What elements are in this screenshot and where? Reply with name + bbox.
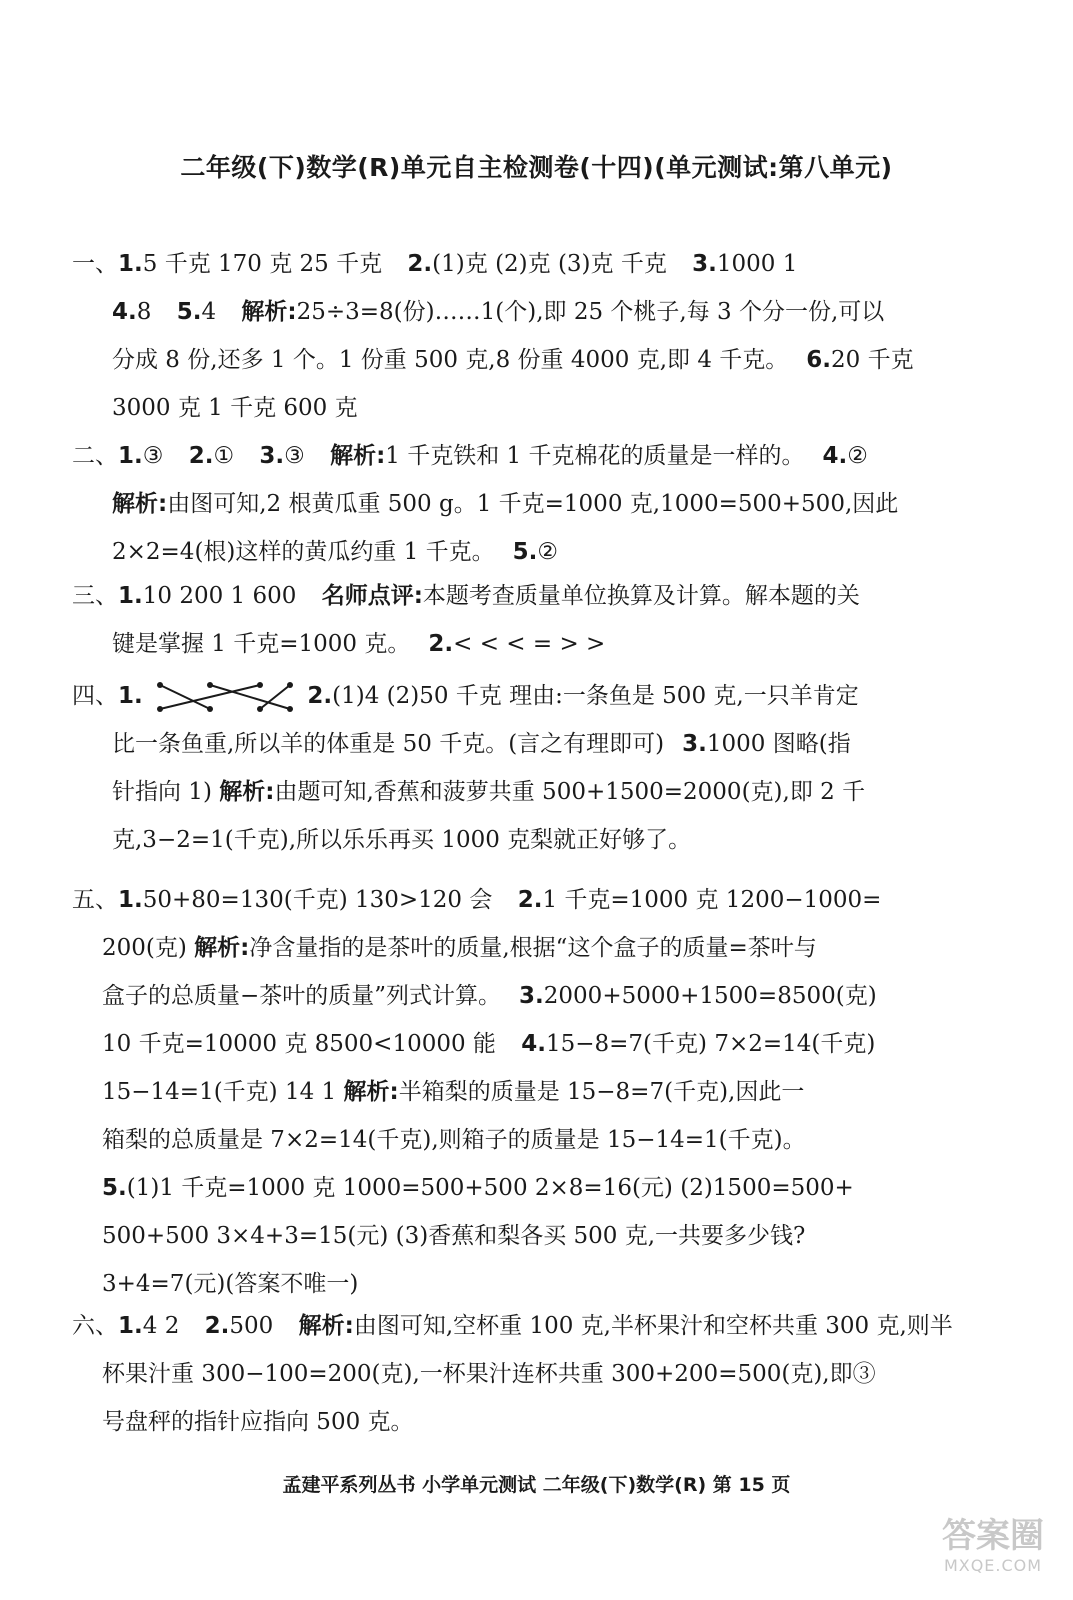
answer-line: 3000 克 1 千克 600 克 [112,395,358,421]
answer-line: 三、1.10 200 1 600 名师点评:本题考查质量单位换算及计算。解本题的关 [72,583,860,609]
analysis-label: 解析: [112,491,168,517]
page-footer: 孟建平系列丛书 小学单元测试 二年级(下)数学(R) 第 15 页 [282,1474,791,1496]
answer-line: 克,3−2=1(千克),所以乐乐再买 1000 克梨就正好够了。 [112,827,692,853]
section-6 [72,1302,953,1446]
answer-line: 五、1.50+80=130(千克) 130>120 会 2.1 千克=1000 克 1200−1000= [72,887,882,913]
watermark-logo [933,1516,1053,1586]
answer-line: 一、1.5 千克 170 克 25 千克 2.(1)克 (2)克 (3)克 千克 3.1000 1 [72,251,798,277]
answer-line: 六、1.4 2 2.500 解析:由图可知,空杯重 100 克,半杯果汁和空杯共重 300 克,则半 [72,1313,953,1339]
matching-lines-icon [150,677,300,717]
section-number: 六、 [72,1313,118,1339]
watermark-url: MXQE.COM [943,1556,1043,1575]
analysis-label: 解析: [343,1079,399,1105]
answer-line: 200(克) 解析:净含量指的是茶叶的质量,根据“这个盒子的质量=茶叶与 [102,935,817,961]
section-3 [72,572,947,668]
analysis-label: 解析: [194,935,250,961]
answer-line: 四、1. 2.(1)4 (2)50 千克 理由:一条鱼是 500 克,一只羊肯定 [72,672,947,720]
answer-line: 3+4=7(元)(答案不唯一) [102,1271,359,1297]
answer-line: 15−14=1(千克) 14 1 解析:半箱梨的质量是 15−8=7(千克),因此一 [102,1079,805,1105]
teacher-comment-label: 名师点评: [321,583,423,609]
answer-line: 4.8 5.4 解析:25÷3=8(份)……1(个),即 25 个桃子,每 3 个分一份,可以 [112,299,885,325]
answer-line: 2×2=4(根)这样的黄瓜约重 1 千克。 5.② [112,539,559,565]
answer-line: 二、1.③ 2.① 3.③ 解析:1 千克铁和 1 千克棉花的质量是一样的。 4.② [72,443,868,469]
answer-line: 箱梨的总质量是 7×2=14(千克),则箱子的质量是 15−14=1(千克)。 [102,1127,806,1153]
section-2 [72,432,947,576]
analysis-label: 解析: [241,299,297,325]
answer-line: 10 千克=10000 克 8500<10000 能 4.15−8=7(千克) 7×2=14(千克) [102,1031,876,1057]
analysis-label: 解析: [330,443,386,469]
section-1 [72,240,947,432]
answer-line: 5.(1)1 千克=1000 克 1000=500+500 2×8=16(元) (2)1500=500+ [102,1175,854,1201]
answer-line: 分成 8 份,还多 1 个。1 份重 500 克,8 份重 4000 克,即 4 千克。 6.20 千克 [112,347,914,373]
answer-line: 500+500 3×4+3=15(元) (3)香蕉和梨各买 500 克,一共要多少钱? [102,1223,806,1249]
analysis-label: 解析: [298,1313,354,1339]
section-5 [72,876,947,1308]
answer-line: 杯果汁重 300−100=200(克),一杯果汁连杯共重 300+200=500(克),即③ [102,1361,876,1387]
section-number: 三、 [72,583,118,609]
answer-line: 比一条鱼重,所以羊的体重是 50 千克。(言之有理即可) 3.1000 图略(指 [112,731,851,757]
answer-line: 解析:由图可知,2 根黄瓜重 500 g。1 千克=1000 克,1000=500+500,因此 [112,491,899,517]
page-title: 二年级(下)数学(R)单元自主检测卷(十四)(单元测试:第八单元) [180,153,893,182]
watermark-text: 答案圈 [942,1516,1044,1556]
answer-line: 针指向 1) 解析:由题可知,香蕉和菠萝共重 500+1500=2000(克),即 2 千 [112,779,866,805]
answer-line: 号盘秤的指针应指向 500 克。 [102,1409,414,1435]
analysis-label: 解析: [219,779,275,805]
section-number: 一、 [72,251,118,277]
section-number: 四、 [72,683,118,709]
answer-line: 盒子的总质量−茶叶的质量”列式计算。 3.2000+5000+1500=8500(克) [102,983,877,1009]
section-4 [72,672,947,864]
section-number: 五、 [72,887,118,913]
section-number: 二、 [72,443,118,469]
answer-line: 键是掌握 1 千克=1000 克。 2.< < < = > > [112,631,606,657]
